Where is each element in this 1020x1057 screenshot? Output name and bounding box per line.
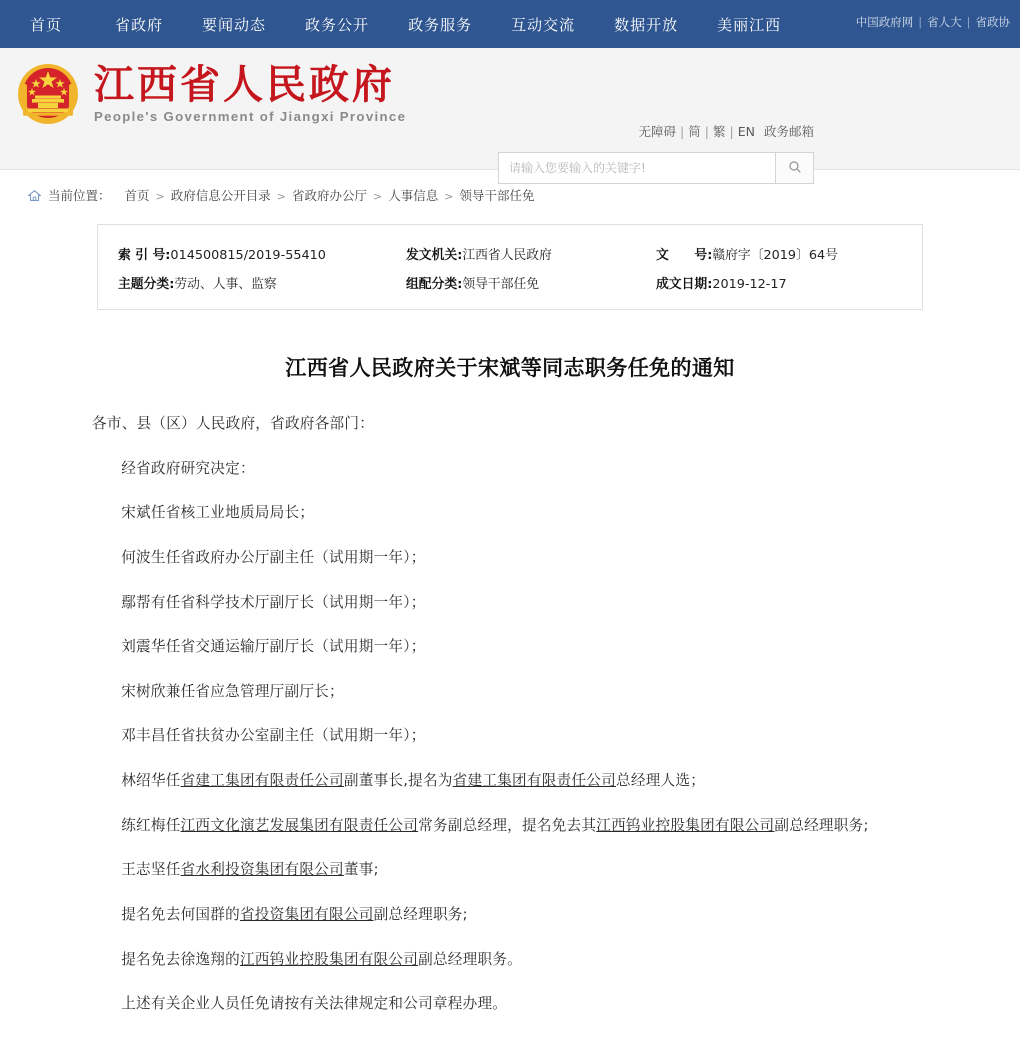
article-container [0, 352, 1020, 1057]
metadata-index-number [98, 244, 406, 263]
breadcrumb-label: 当前位置： [48, 188, 111, 203]
nav-external-link-1[interactable]: 中国政府网 [855, 15, 914, 29]
logo-text-block [94, 61, 407, 125]
breadcrumb-arrow: > [373, 190, 383, 203]
metadata-topic-category [98, 273, 406, 292]
traditional-chinese-link[interactable]: 繁 [713, 124, 726, 139]
breadcrumb-link-2[interactable]: 政府信息公开目录 [170, 188, 271, 203]
nav-government-services[interactable]: 政务服务 [408, 15, 473, 34]
util-separator-2: | [704, 124, 709, 139]
metadata-issue-date-key: 成文日期: [656, 277, 713, 292]
site-header [0, 48, 1020, 170]
article-paragraph: 经省政府研究决定： [121, 459, 255, 477]
document-metadata-table [97, 224, 923, 310]
nav-interaction[interactable]: 互动交流 [511, 15, 576, 34]
nav-right-separator: | [966, 15, 971, 29]
inline-entity-link[interactable]: 省建工集团有限责任公司 [452, 772, 616, 790]
nav-items-list [30, 14, 820, 35]
metadata-issue-date [656, 273, 916, 292]
util-separator-3: | [729, 124, 734, 139]
search-input[interactable] [499, 153, 775, 183]
government-mail-link[interactable]: 政务邮箱 [763, 124, 814, 139]
article-paragraph: 提名免去何国群的省投资集团有限公司副总经理职务; [121, 906, 468, 924]
inline-entity-link[interactable]: 江西钨业控股集团有限公司 [596, 816, 775, 834]
inline-entity-link[interactable]: 江西钨业控股集团有限公司 [239, 950, 419, 968]
search-bar [498, 152, 814, 184]
breadcrumb-link-5[interactable]: 领导干部任免 [459, 188, 535, 203]
metadata-row [98, 268, 922, 297]
metadata-document-number-value: 赣府字〔2019〕64号 [712, 248, 838, 263]
site-logo[interactable] [14, 60, 406, 128]
article-paragraph: 林绍华任省建工集团有限责任公司副董事长,提名为省建工集团有限责任公司总经理人选； [121, 772, 706, 790]
home-icon [28, 189, 41, 202]
nav-news[interactable]: 要闻动态 [202, 15, 267, 34]
metadata-group-category [406, 273, 656, 292]
site-title-cn: 江西省人民政府 [94, 61, 395, 108]
article-paragraph: 何波生任省政府办公厅副主任（试用期一年）； [121, 548, 426, 566]
breadcrumb-link-3[interactable]: 省政府办公厅 [291, 188, 367, 203]
top-navigation-bar [0, 0, 1020, 48]
article-paragraph: 各市、县（区）人民政府，省政府各部门： [92, 415, 375, 432]
nav-provincial-government[interactable]: 省政府 [115, 15, 164, 34]
metadata-document-number-key: 文 号: [656, 248, 713, 263]
inline-entity-link[interactable]: 省投资集团有限公司 [239, 906, 374, 924]
accessibility-link[interactable]: 无障碍 [638, 124, 677, 139]
metadata-document-number [656, 244, 916, 263]
nav-external-link-2[interactable]: 省人大 [927, 15, 962, 29]
nav-beautiful-jiangxi[interactable]: 美丽江西 [717, 15, 782, 34]
search-icon [788, 162, 802, 177]
article-paragraph: 上述有关企业人员任免请按有关法律规定和公司章程办理。 [121, 995, 508, 1013]
article-body [0, 412, 1020, 1016]
metadata-group-category-value: 领导干部任免 [462, 277, 540, 292]
metadata-issuing-agency-value: 江西省人民政府 [462, 248, 552, 263]
article-paragraph: 王志坚任省水利投资集团有限公司董事; [121, 861, 379, 879]
simplified-chinese-link[interactable]: 简 [688, 124, 701, 139]
util-separator-1: | [680, 124, 685, 139]
nav-external-link-3[interactable]: 省政协 [975, 15, 1010, 29]
article-paragraph: 邓丰昌任省扶贫办公室副主任（试用期一年）； [121, 727, 426, 745]
nav-right-separator: | [918, 15, 923, 29]
article-paragraph: 鄢帮有任省科学技术厅副厅长（试用期一年）； [121, 593, 426, 611]
article-paragraph: 练红梅任江西文化演艺发展集团有限责任公司常务副总经理，提名免去其江西钨业控股集团有限公司副总经理职务; [121, 816, 869, 834]
metadata-row [98, 239, 922, 268]
metadata-topic-category-value: 劳动、人事、监察 [174, 277, 277, 292]
breadcrumb-link-1[interactable]: 首页 [124, 188, 150, 203]
metadata-group-category-key: 组配分类: [406, 277, 463, 292]
inline-entity-link[interactable]: 省水利投资集团有限公司 [180, 861, 344, 879]
metadata-issuing-agency [406, 244, 656, 263]
nav-government-affairs-disclosure[interactable]: 政务公开 [305, 15, 370, 34]
utility-links [498, 122, 814, 140]
metadata-index-number-value: 014500815/2019-55410 [170, 248, 326, 263]
breadcrumb-arrow: > [155, 190, 165, 203]
breadcrumb-arrow: > [276, 190, 286, 203]
search-button[interactable] [775, 153, 813, 183]
inline-entity-link[interactable]: 江西文化演艺发展集团有限责任公司 [180, 816, 419, 834]
breadcrumb-items [125, 186, 535, 204]
breadcrumb-link-4[interactable]: 人事信息 [388, 188, 439, 203]
metadata-issue-date-value: 2019-12-17 [712, 277, 787, 292]
article-paragraph: 提名免去徐逸翔的江西钨业控股集团有限公司副总经理职务。 [121, 950, 523, 968]
nav-external-links [856, 14, 1010, 30]
metadata-issuing-agency-key: 发文机关: [406, 248, 463, 263]
article-paragraph: 宋树欣兼任省应急管理厅副厅长； [121, 682, 344, 700]
metadata-index-number-key: 索 引 号: [118, 248, 171, 263]
article-title: 江西省人民政府关于宋斌等同志职务任免的通知 [285, 356, 735, 380]
english-link[interactable]: EN [737, 124, 755, 139]
article-paragraph: 刘震华任省交通运输厅副厅长（试用期一年）； [121, 638, 426, 656]
article-paragraph: 宋斌任省核工业地质局局长； [121, 504, 315, 522]
national-emblem-icon [14, 60, 82, 128]
nav-open-data[interactable]: 数据开放 [614, 15, 679, 34]
site-title-en: People's Government of Jiangxi Province [94, 109, 407, 125]
metadata-topic-category-key: 主题分类: [118, 277, 175, 292]
breadcrumb-arrow: > [444, 190, 454, 203]
nav-home[interactable]: 首页 [30, 15, 63, 34]
inline-entity-link[interactable]: 省建工集团有限责任公司 [180, 772, 344, 790]
